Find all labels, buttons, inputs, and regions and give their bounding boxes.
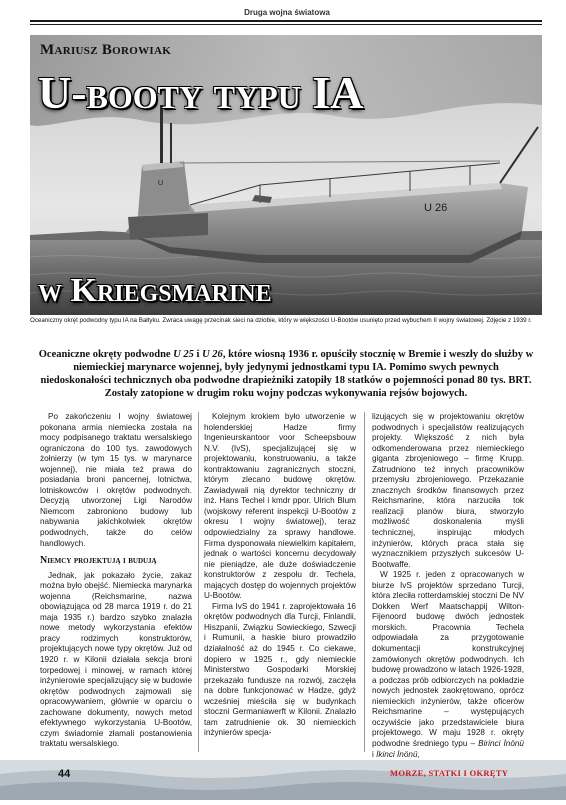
body-paragraph: Po zakończeniu I wojny światowej pokonana armia niemiecka została na mocy podpisanego traktatu wersalskiego ograniczona do 100 tys. zawodowych żołnierzy (w tym 15 tys. w marynarce wojennej), nie miała też prawa do posiadania broni pancernej, lotnictwa, lotniskowców i okrętów podwodnych. Decyzją utworzonej Ligi Narodów Niemcom zabroniono budowy lub nabywania jakichkolwiek okrętów podwodnych, także do celów handlowych. [40,412,192,548]
top-rule [30,20,542,22]
svg-text:U: U [158,180,164,187]
photo-caption: Oceaniczny okręt podwodny typu IA na Bałtyku. Zwraca uwagę przecinak sieci na dziobie, który w większości U-Bootów usunięto przed wybuchem II wojny światowej. Zdjęcie z 1939 r. [30,317,532,324]
body-paragraph: W 1925 r. jeden z opracowanych w biurze IvS projektów sprzedano Turcji, która zleciła rotterdamskiej stoczni De NV Dokken Werf Maatschappij Wilton-Fijenoord budowę dwóch jednostek morskich. Pracownia Techela odpowiadała za przygotowanie dokumentacji konstrukcyjnej zamówionych okrętów podwodnych. Ich budowę prowadzono w latach 1926-1928, a podczas prób odbiorczych na pokładzie nowych jednostek zaokrętowano, oprócz niemieckich inżynierów, także oficerów Reichsmarine – występujących oczywiście jako przedstawiciele biura projektowego. W maju 1928 r. okręty podwodne średniego typu – Birinci İnönü i İkinci İnönü, [372,570,524,759]
body-paragraph: lizujących się w projektowaniu okrętów podwodnych i specjalistów realizujących projekty. Większość z nich była odkomenderowana przez niemieckiego giganta zbrojeniowego – firmę Krupp. Zatrudniono też innych pracowników przemysłu zbrojeniowego. Przekazanie znacznych środków finansowych przez Reichsmarine, która narzuciła tok realizacji planów biura, stworzyło możliwość doskonalenia myśli technicznej, inspirując młodych inżynierów, których praca stała się wyznacznikiem przyszłych sukcesów U-Bootwaffe. [372,412,524,569]
section-tag: Druga wojna światowa [244,8,330,17]
column-divider [364,412,365,752]
page-number: 44 [58,768,71,780]
body-paragraph: Firma IvS do 1941 r. zaprojektowała 16 okrętów podwodnych dla Turcji, Finlandii, Hiszpanii, Związku Sowieckiego, Szwecji i Rumunii, a haskie biuro prowadziło działalność aż do 1945 r. Co ciekawe, dopiero w 1925 r., gdy niemieckie Ministerstwo Gospodarki Morskiej przekazało fundusze na rozwój, zaczęła na dobre funkcjonować w Hadze, gdyż wcześniej mieściła się w budynkach stoczni Germaniawerft w Kilonii. Znalazło tam zatrudnienie ok. 30 niemieckich inżynierów specja- [204,601,356,738]
subheading: Niemcy projektują i budują [40,555,157,567]
magazine-name: MORZE, STATKI I OKRĘTY [390,768,509,778]
body-paragraph: Jednak, jak pokazało życie, zakaz można było obejść. Niemiecka marynarka wojenna (Reichsmarine, nazwa obowiązująca od 28 marca 1919 r. do 21 maja 1935 r.) bardzo szybko znalazła nowe metody wykorzystania efektów pracy rodzimych konstruktorów, projektujących nowe typy okrętów. Już od 1920 r. w Kilonii działała sekcja broni torpedowej i minowej, w ramach której inżynierowie specjalizujący się w budowie okrętów podwodnych zajmowali się opracowywaniem, głównie w oparciu o zachowane dokumenty, nowych metod efektywnego wykorzystania U-Bootów, czym świadomie złamali postanowienia traktatu wersalskiego. [40,570,192,749]
headline: U-booty typu IA [38,67,364,118]
author-name: Mariusz Borowiak [40,42,172,58]
text-column-1 [40,412,192,750]
headline-second-line: w Kriegsmarine [38,272,272,309]
footer-band [0,760,566,800]
hull-marking: U 26 [424,202,448,214]
text-column-2 [204,412,356,739]
text-column-3 [372,412,524,760]
column-divider [198,412,199,752]
top-rule-thin [30,24,542,25]
lead-paragraph: Oceaniczne okręty podwodne U 25 i U 26, które wiosną 1936 r. opuściły stocznię w Bremie i weszły do służby w niemieckiej marynarce wojennej, były jedynymi jednostkami typu IA. Pomimo swych pewnych niedoskonałości technicznych oba podwodne drapieżniki zatopiły 18 statków o pojemności ponad 80 tys. BRT. Zostały zatopione w drugim roku wojny podczas wykonywania rejsów bojowych. [38,349,534,399]
body-paragraph: Kolejnym krokiem było utworzenie w holenderskiej Hadze firmy Ingenieurskantoor voor Scheepsbouw N.V. (IvS), specjalizującej się w projektowaniu, konstruowaniu, a także kontraktowaniu zagranicznych stoczni, którym zlecano budowę okrętów. Zawiadywali nią dyrektor techniczny dr inż. Hans Techel i kmdr ppor. Ulrich Blum (wojskowy referent inspekcji U-Bootów z okresu I wojny światowej), teraz odpowiedzialny za sprawy handlowe. Firma dysponowała niewielkim kapitałem, jednak o wartości koncernu decydowały nie pieniądze, ale duże doświadczenie konstruktorów z zespołu dr. Techela, mających dostęp do wojennych projektów U-Bootów. [204,412,356,601]
